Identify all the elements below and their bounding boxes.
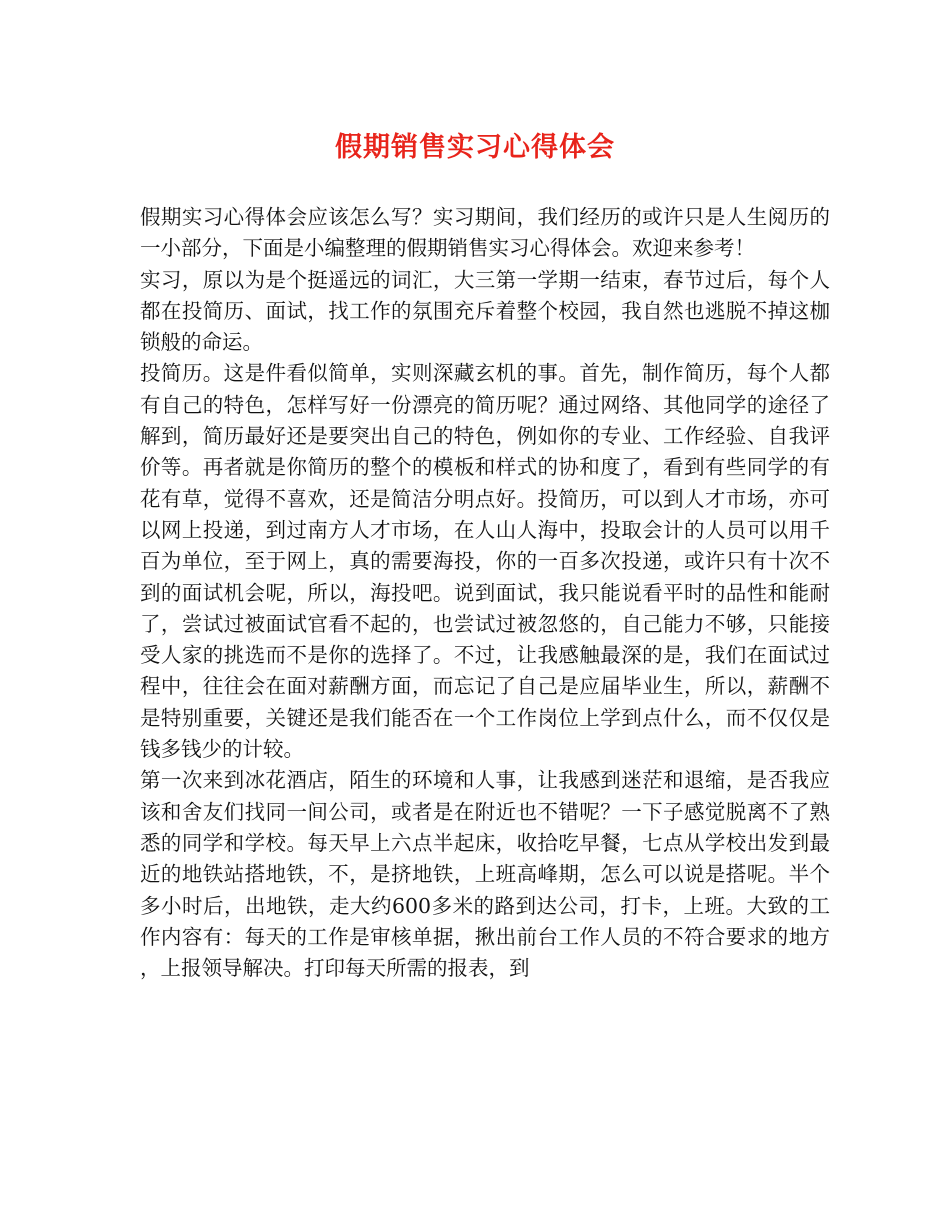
paragraph-intro: 假期实习心得体会应该怎么写？实习期间，我们经历的或许只是人生阅历的一小部分，下面是小编整理的假期销售实习心得体会。欢迎来参考！ xyxy=(140,205,830,261)
document-body xyxy=(140,202,830,984)
paragraph-internship: 实习，原以为是个挺遥远的词汇，大三第一学期一结束，春节过后，每个人都在投简历、面试，找工作的氛围充斥着整个校园，我自然也逃脱不掉这枷锁般的命运。 xyxy=(140,267,830,355)
paragraph-resume: 投简历。这是件看似简单，实则深藏玄机的事。首先，制作简历，每个人都有自己的特色，怎样写好一份漂亮的简历呢？通过网络、其他同学的途径了解到，简历最好还是要突出自己的特色，例如你的专业、工作经验、自我评价等。再者就是你简历的整个的模板和样式的协和度了，看到有些同学的有花有草，觉得不喜欢，还是简洁分明点好。投简历，可以到人才市场，亦可以网上投递，到过南方人才市场，在人山人海中，投取会计的人员可以用千百为单位，至于网上，真的需要海投，你的一百多次投递，或许只有十次不到的面试机会呢，所以，海投吧。说到面试，我只能说看平时的品性和能耐了，尝试过被面试官看不起的，也尝试过被忽悠的，自己能力不够，只能接受人家的挑选而不是你的选择了。不过，让我感触最深的是，我们在面试过程中，往往会在面对薪酬方面，而忘记了自己是应届毕业生，所以，薪酬不是特别重要，关键还是我们能否在一个工作岗位上学到点什么，而不仅仅是钱多钱少的计较。 xyxy=(140,361,830,762)
paragraph-hotel: 第一次来到冰花酒店，陌生的环境和人事，让我感到迷茫和退缩，是否我应该和舍友们找同一间公司，或者是在附近也不错呢？一下子感觉脱离不了熟悉的同学和学校。每天早上六点半起床，收拾吃早餐，七点从学校出发到最近的地铁站搭地铁，不，是挤地铁，上班高峰期，怎么可以说是搭呢。半个多小时后，出地铁，走大约600多米的路到达公司，打卡，上班。大致的工作内容有：每天的工作是审核单据，揪出前台工作人员的不符合要求的地方，上报领导解决。打印每天所需的报表，到 xyxy=(140,768,830,981)
document-title: 假期销售实习心得体会 xyxy=(335,132,615,163)
